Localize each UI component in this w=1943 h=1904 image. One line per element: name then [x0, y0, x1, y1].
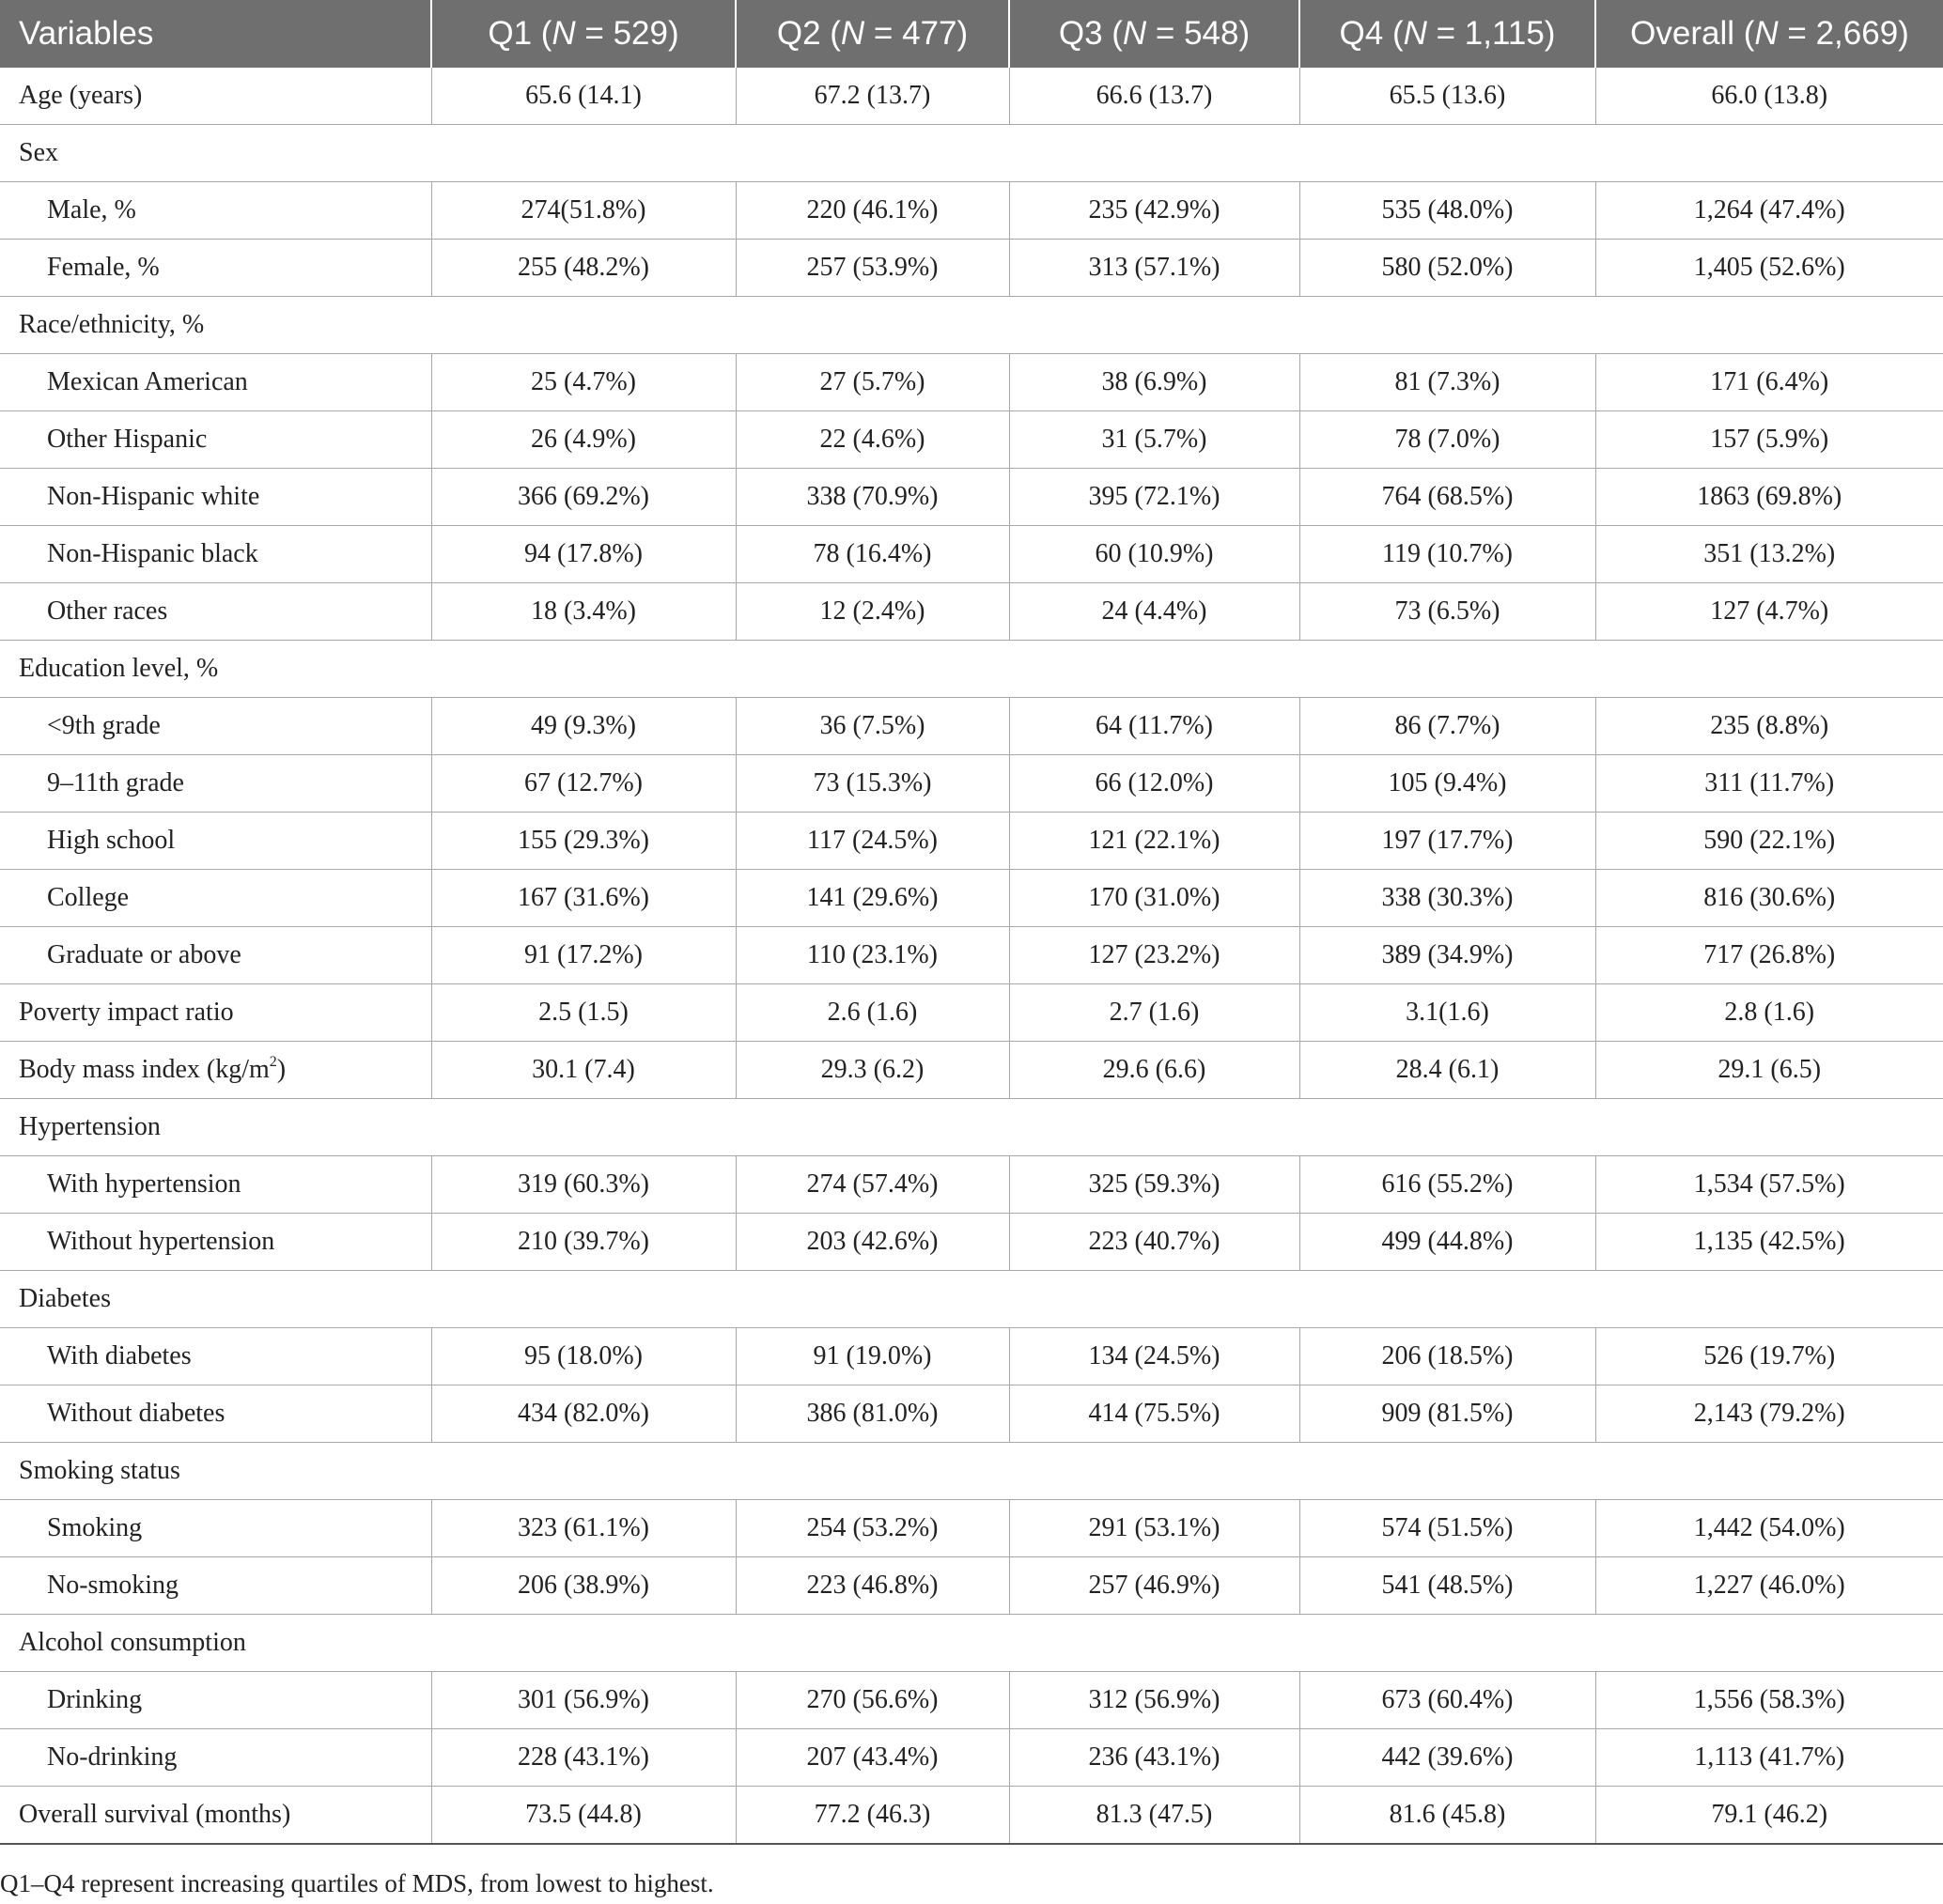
row-label-text: College: [47, 883, 130, 912]
cell-q3: 312 (56.9%): [1009, 1672, 1299, 1729]
cell-q4: 28.4 (6.1): [1299, 1042, 1595, 1099]
table-row: [0, 870, 1943, 927]
cell-overall: 590 (22.1%): [1595, 813, 1943, 870]
cell-q4: 338 (30.3%): [1299, 870, 1595, 927]
row-label: [0, 755, 431, 813]
cell-q3: 60 (10.9%): [1009, 526, 1299, 583]
cell-q4: 3.1(1.6): [1299, 984, 1595, 1042]
cell-q1: 167 (31.6%): [431, 870, 736, 927]
cell-q3: 257 (46.9%): [1009, 1557, 1299, 1615]
row-label-superscript: 2: [269, 1054, 277, 1070]
header-count: = 2,669): [1778, 15, 1909, 52]
row-label: [0, 1615, 1943, 1672]
cell-q1: 25 (4.7%): [431, 354, 736, 411]
header-text: Variables: [19, 15, 154, 52]
header-text: Q4 (: [1339, 15, 1404, 52]
header-variables: [0, 0, 431, 68]
cell-q3: 236 (43.1%): [1009, 1729, 1299, 1787]
cell-q3: 29.6 (6.6): [1009, 1042, 1299, 1099]
table-row: [0, 1557, 1943, 1615]
cell-overall: 1,405 (52.6%): [1595, 240, 1943, 297]
cell-overall: 717 (26.8%): [1595, 927, 1943, 984]
cell-overall: 311 (11.7%): [1595, 755, 1943, 813]
table-row: [0, 813, 1943, 870]
cell-q4: 81 (7.3%): [1299, 354, 1595, 411]
cell-overall: 157 (5.9%): [1595, 411, 1943, 469]
row-label-text: Education level, %: [19, 654, 219, 683]
cell-q4: 580 (52.0%): [1299, 240, 1595, 297]
cell-q2: 338 (70.9%): [736, 469, 1009, 526]
cell-q3: 134 (24.5%): [1009, 1328, 1299, 1385]
cell-q2: 29.3 (6.2): [736, 1042, 1009, 1099]
row-label: [0, 297, 1943, 354]
table-row: [0, 1156, 1943, 1214]
cell-q4: 119 (10.7%): [1299, 526, 1595, 583]
header-row: [0, 0, 1943, 68]
cell-q4: 105 (9.4%): [1299, 755, 1595, 813]
table-row: [0, 698, 1943, 755]
row-label-text: Female, %: [47, 253, 160, 282]
cell-q4: 442 (39.6%): [1299, 1729, 1595, 1787]
cell-q2: 36 (7.5%): [736, 698, 1009, 755]
row-label: [0, 1099, 1943, 1156]
cell-q3: 66 (12.0%): [1009, 755, 1299, 813]
row-label-text: <9th grade: [47, 711, 161, 740]
header-q2: [736, 0, 1009, 68]
cell-overall: 79.1 (46.2): [1595, 1787, 1943, 1845]
cell-overall: 171 (6.4%): [1595, 354, 1943, 411]
row-label: [0, 1385, 431, 1443]
category-row: [0, 297, 1943, 354]
row-label: [0, 411, 431, 469]
cell-q1: 94 (17.8%): [431, 526, 736, 583]
row-label: [0, 984, 431, 1042]
cell-q2: 91 (19.0%): [736, 1328, 1009, 1385]
cell-q3: 325 (59.3%): [1009, 1156, 1299, 1214]
cell-q1: 95 (18.0%): [431, 1328, 736, 1385]
cell-q3: 170 (31.0%): [1009, 870, 1299, 927]
cell-q2: 27 (5.7%): [736, 354, 1009, 411]
cell-overall: 816 (30.6%): [1595, 870, 1943, 927]
cell-q2: 73 (15.3%): [736, 755, 1009, 813]
cell-q4: 65.5 (13.6): [1299, 68, 1595, 125]
header-n-symbol: N: [1403, 15, 1427, 52]
cell-q4: 616 (55.2%): [1299, 1156, 1595, 1214]
cell-overall: 29.1 (6.5): [1595, 1042, 1943, 1099]
row-label-text: Overall survival (months): [19, 1800, 291, 1829]
table-body: [0, 68, 1943, 1844]
table-row: [0, 240, 1943, 297]
row-label-text: With hypertension: [47, 1169, 241, 1199]
row-label: [0, 641, 1943, 698]
cell-q3: 121 (22.1%): [1009, 813, 1299, 870]
row-label-text: Graduate or above: [47, 940, 241, 969]
header-count: = 1,115): [1426, 15, 1556, 52]
table-row: [0, 1729, 1943, 1787]
cell-q2: 203 (42.6%): [736, 1214, 1009, 1271]
row-label: [0, 469, 431, 526]
cell-overall: 2.8 (1.6): [1595, 984, 1943, 1042]
cell-overall: 1,534 (57.5%): [1595, 1156, 1943, 1214]
cell-q1: 73.5 (44.8): [431, 1787, 736, 1845]
table-row: [0, 411, 1943, 469]
cell-q2: 257 (53.9%): [736, 240, 1009, 297]
cell-overall: 66.0 (13.8): [1595, 68, 1943, 125]
cell-q4: 764 (68.5%): [1299, 469, 1595, 526]
table-row: [0, 1328, 1943, 1385]
cell-q2: 22 (4.6%): [736, 411, 1009, 469]
row-label: [0, 583, 431, 641]
cell-q1: 274(51.8%): [431, 182, 736, 240]
row-label: [0, 125, 1943, 182]
cell-q1: 18 (3.4%): [431, 583, 736, 641]
table-row: [0, 1214, 1943, 1271]
table-row: [0, 526, 1943, 583]
cell-q2: 223 (46.8%): [736, 1557, 1009, 1615]
row-label-text: Drinking: [47, 1685, 143, 1714]
cell-q4: 86 (7.7%): [1299, 698, 1595, 755]
cell-q1: 323 (61.1%): [431, 1500, 736, 1557]
row-label-text: No-drinking: [47, 1742, 178, 1772]
cell-overall: 1863 (69.8%): [1595, 469, 1943, 526]
cell-overall: 1,442 (54.0%): [1595, 1500, 1943, 1557]
cell-q1: 255 (48.2%): [431, 240, 736, 297]
header-n-symbol: N: [840, 15, 865, 52]
cell-q4: 78 (7.0%): [1299, 411, 1595, 469]
cell-overall: 1,264 (47.4%): [1595, 182, 1943, 240]
row-label: [0, 1729, 431, 1787]
cell-q3: 38 (6.9%): [1009, 354, 1299, 411]
row-label-text: Body mass index (kg/m: [19, 1055, 270, 1084]
cell-q1: 206 (38.9%): [431, 1557, 736, 1615]
cell-q2: 141 (29.6%): [736, 870, 1009, 927]
row-label: [0, 1557, 431, 1615]
cell-q1: 65.6 (14.1): [431, 68, 736, 125]
cell-q4: 197 (17.7%): [1299, 813, 1595, 870]
row-label: [0, 1672, 431, 1729]
cell-q4: 909 (81.5%): [1299, 1385, 1595, 1443]
cell-q4: 499 (44.8%): [1299, 1214, 1595, 1271]
table-row: [0, 1385, 1943, 1443]
row-label-text: 9–11th grade: [47, 768, 184, 797]
row-label: [0, 1156, 431, 1214]
table-row: [0, 68, 1943, 125]
row-label: [0, 354, 431, 411]
cell-overall: 127 (4.7%): [1595, 583, 1943, 641]
cell-q1: 26 (4.9%): [431, 411, 736, 469]
cell-q2: 12 (2.4%): [736, 583, 1009, 641]
cell-q3: 66.6 (13.7): [1009, 68, 1299, 125]
cell-q4: 73 (6.5%): [1299, 583, 1595, 641]
cell-overall: 2,143 (79.2%): [1595, 1385, 1943, 1443]
table-row: [0, 354, 1943, 411]
row-label: [0, 240, 431, 297]
category-row: [0, 1615, 1943, 1672]
cell-q1: 210 (39.7%): [431, 1214, 736, 1271]
cell-q2: 386 (81.0%): [736, 1385, 1009, 1443]
row-label-text: Smoking: [47, 1513, 143, 1542]
row-label: [0, 870, 431, 927]
cell-q2: 77.2 (46.3): [736, 1787, 1009, 1845]
table-row: [0, 927, 1943, 984]
cell-q3: 313 (57.1%): [1009, 240, 1299, 297]
row-label: [0, 526, 431, 583]
cell-q1: 319 (60.3%): [431, 1156, 736, 1214]
cell-q1: 434 (82.0%): [431, 1385, 736, 1443]
row-label-text: Poverty impact ratio: [19, 998, 234, 1027]
cell-q2: 2.6 (1.6): [736, 984, 1009, 1042]
header-n-symbol: N: [1754, 15, 1779, 52]
table-row: [0, 984, 1943, 1042]
row-label-text: Hypertension: [19, 1112, 161, 1141]
cell-q3: 235 (42.9%): [1009, 182, 1299, 240]
table-row: [0, 583, 1943, 641]
cell-q1: 91 (17.2%): [431, 927, 736, 984]
category-row: [0, 125, 1943, 182]
header-q3: [1009, 0, 1299, 68]
row-label-text: Other races: [47, 596, 168, 626]
cell-q3: 223 (40.7%): [1009, 1214, 1299, 1271]
row-label: [0, 927, 431, 984]
category-row: [0, 1271, 1943, 1328]
header-text: Q3 (: [1058, 15, 1123, 52]
cell-q3: 291 (53.1%): [1009, 1500, 1299, 1557]
row-label-text: No-smoking: [47, 1571, 179, 1600]
cell-overall: 1,135 (42.5%): [1595, 1214, 1943, 1271]
category-row: [0, 641, 1943, 698]
cell-q2: 270 (56.6%): [736, 1672, 1009, 1729]
row-label-text: Without hypertension: [47, 1227, 275, 1256]
cell-q4: 206 (18.5%): [1299, 1328, 1595, 1385]
cell-q1: 2.5 (1.5): [431, 984, 736, 1042]
row-label-text: Diabetes: [19, 1284, 111, 1313]
row-label: [0, 1443, 1943, 1500]
table-row: [0, 755, 1943, 813]
row-label-text: With diabetes: [47, 1341, 192, 1370]
row-label: [0, 1214, 431, 1271]
header-text: Q2 (: [776, 15, 841, 52]
cell-q2: 110 (23.1%): [736, 927, 1009, 984]
cell-overall: 351 (13.2%): [1595, 526, 1943, 583]
row-label: [0, 1787, 431, 1845]
header-text: Overall (: [1630, 15, 1755, 52]
row-label-text: Male, %: [47, 195, 136, 224]
table-header: [0, 0, 1943, 68]
row-label-text: High school: [47, 826, 176, 855]
row-label: [0, 1500, 431, 1557]
cell-q2: 254 (53.2%): [736, 1500, 1009, 1557]
cell-q2: 220 (46.1%): [736, 182, 1009, 240]
header-n-symbol: N: [1122, 15, 1147, 52]
cell-q4: 535 (48.0%): [1299, 182, 1595, 240]
table-footnote: Q1–Q4 represent increasing quartiles of MDS, from lowest to highest.: [0, 1869, 714, 1897]
row-label-text: Other Hispanic: [47, 425, 208, 454]
cell-overall: 526 (19.7%): [1595, 1328, 1943, 1385]
table-row: [0, 1042, 1943, 1099]
cell-q2: 117 (24.5%): [736, 813, 1009, 870]
cell-q4: 81.6 (45.8): [1299, 1787, 1595, 1845]
cell-q4: 541 (48.5%): [1299, 1557, 1595, 1615]
row-label-text: Non-Hispanic white: [47, 482, 260, 511]
cell-q3: 127 (23.2%): [1009, 927, 1299, 984]
row-label: [0, 698, 431, 755]
row-label-text: Without diabetes: [47, 1399, 225, 1428]
cell-q3: 414 (75.5%): [1009, 1385, 1299, 1443]
cell-q4: 389 (34.9%): [1299, 927, 1595, 984]
row-label: [0, 1328, 431, 1385]
cell-q4: 673 (60.4%): [1299, 1672, 1595, 1729]
cell-q1: 228 (43.1%): [431, 1729, 736, 1787]
table-row: [0, 1500, 1943, 1557]
cell-q3: 2.7 (1.6): [1009, 984, 1299, 1042]
cell-q3: 81.3 (47.5): [1009, 1787, 1299, 1845]
cell-q1: 301 (56.9%): [431, 1672, 736, 1729]
row-label-text: Sex: [19, 138, 58, 167]
row-label-text: Alcohol consumption: [19, 1628, 246, 1657]
table-row: [0, 182, 1943, 240]
row-label: [0, 68, 431, 125]
cell-q1: 67 (12.7%): [431, 755, 736, 813]
cell-q1: 155 (29.3%): [431, 813, 736, 870]
row-label-suffix: ): [276, 1055, 287, 1084]
cell-overall: 1,113 (41.7%): [1595, 1729, 1943, 1787]
row-label-text: Race/ethnicity, %: [19, 310, 205, 339]
header-n-symbol: N: [552, 15, 576, 52]
category-row: [0, 1443, 1943, 1500]
header-count: = 477): [864, 15, 969, 52]
cell-q2: 207 (43.4%): [736, 1729, 1009, 1787]
header-count: = 548): [1146, 15, 1251, 52]
row-label-text: Smoking status: [19, 1456, 180, 1485]
row-label-text: Age (years): [19, 81, 143, 110]
header-q1: [431, 0, 736, 68]
cell-q2: 274 (57.4%): [736, 1156, 1009, 1214]
cell-overall: 235 (8.8%): [1595, 698, 1943, 755]
row-label: [0, 182, 431, 240]
cell-q2: 78 (16.4%): [736, 526, 1009, 583]
cell-q1: 30.1 (7.4): [431, 1042, 736, 1099]
cell-q4: 574 (51.5%): [1299, 1500, 1595, 1557]
header-q4: [1299, 0, 1595, 68]
row-label: [0, 813, 431, 870]
table-row: [0, 1672, 1943, 1729]
row-label-text: Mexican American: [47, 367, 248, 396]
cell-q3: 31 (5.7%): [1009, 411, 1299, 469]
table-row: [0, 469, 1943, 526]
cell-overall: 1,227 (46.0%): [1595, 1557, 1943, 1615]
header-overall: [1595, 0, 1943, 68]
cell-q2: 67.2 (13.7): [736, 68, 1009, 125]
header-text: Q1 (: [488, 15, 552, 52]
row-label-text: Non-Hispanic black: [47, 539, 258, 568]
cell-q1: 49 (9.3%): [431, 698, 736, 755]
cell-q3: 64 (11.7%): [1009, 698, 1299, 755]
row-label: [0, 1042, 431, 1099]
cell-q3: 395 (72.1%): [1009, 469, 1299, 526]
cell-q1: 366 (69.2%): [431, 469, 736, 526]
category-row: [0, 1099, 1943, 1156]
row-label: [0, 1271, 1943, 1328]
table-row: [0, 1787, 1943, 1845]
header-count: = 529): [575, 15, 679, 52]
cell-q3: 24 (4.4%): [1009, 583, 1299, 641]
cell-overall: 1,556 (58.3%): [1595, 1672, 1943, 1729]
